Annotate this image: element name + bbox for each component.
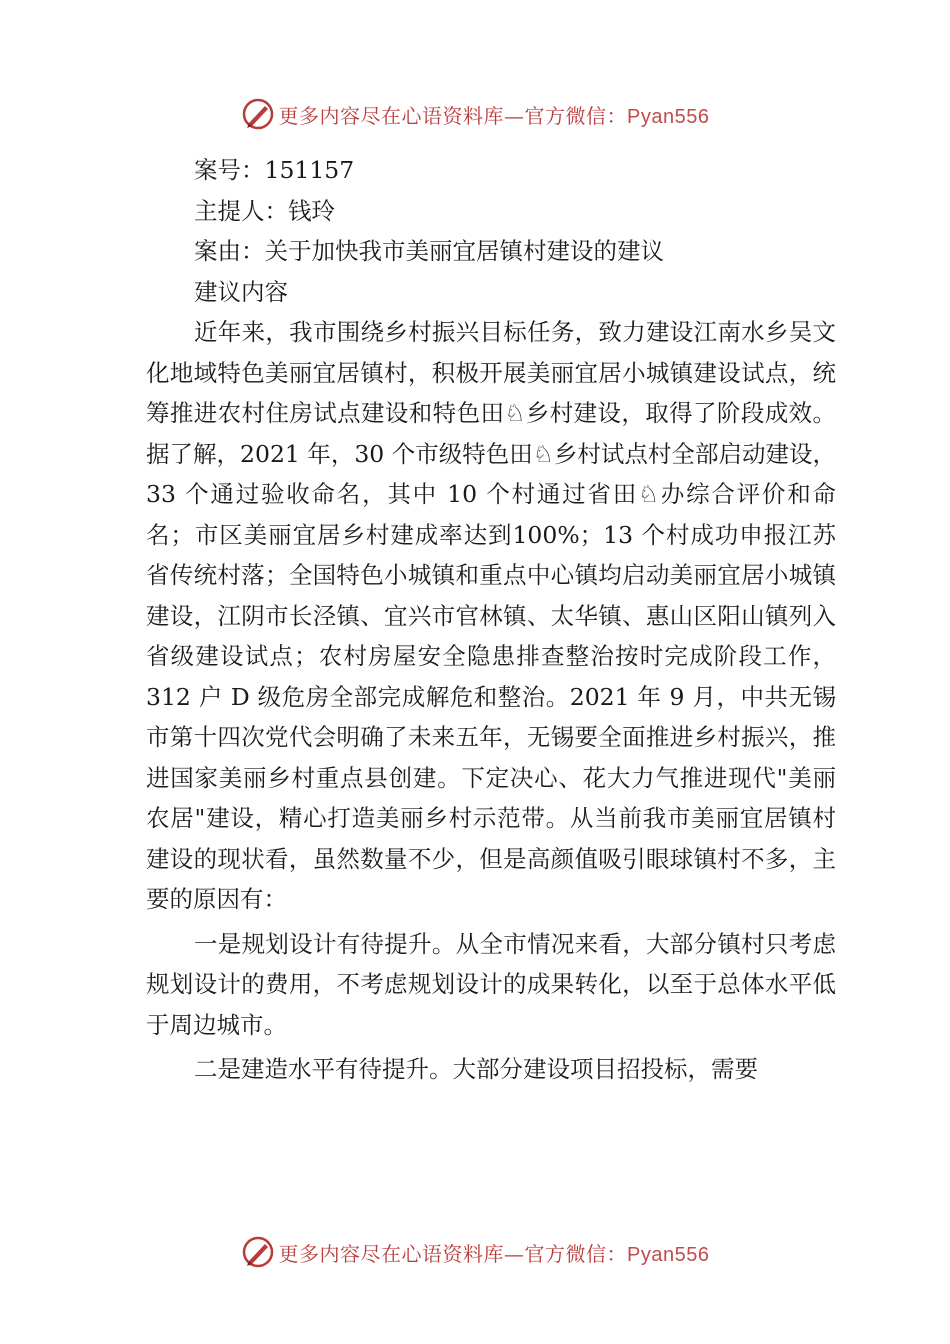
paragraph-point-2: 二是建造水平有待提升。大部分建设项目招投标，需要 [194, 1055, 758, 1083]
header-watermark [0, 94, 950, 134]
case-number: 案号：151157 [194, 156, 355, 184]
paragraph-point-1: 一是规划设计有待提升。从全市情况来看，大部分镇村只考虑规划设计的费用，不考虑规划设计的成果转化，以至于总体水平低于周边城市。 [146, 929, 836, 1039]
document-body [146, 150, 836, 1090]
watermark-text: 更多内容尽在心语资料库—官方微信：Pyan556 [278, 103, 710, 128]
footer-watermark [0, 1232, 950, 1272]
pen-logo-icon [241, 1235, 275, 1269]
watermark-text: 更多内容尽在心语资料库—官方微信：Pyan556 [278, 1241, 710, 1266]
section-title: 建议内容 [194, 277, 288, 306]
pen-logo-icon [241, 97, 275, 131]
paragraph-intro: 近年来，我市围绕乡村振兴目标任务，致力建设江南水乡吴文化地域特色美丽宜居镇村，积极开展美丽宜居小城镇建设试点，统筹推进农村住房试点建设和特色田♘乡村建设，取得了阶段成效。据了解，2021 年，30 个市级特色田♘乡村试点村全部启动建设，33 个通过验收命名，其中 10 个村通过省田♘办综合评价和命名；市区美丽宜居乡村建成率达到100%；13 个村成功申报江苏省传统村落；全国特色小城镇和重点中心镇均启动美丽宜居小城镇建设，江阴市长泾镇、宜兴市官林镇、太华镇、惠山区阳山镇列入省级建设试点；农村房屋安全隐患排查整治按时完成阶段工作，312 户 D 级危房全部完成解危和整治。2021 年 9 月，中共无锡市第十四次党代会明确了未来五年，无锡要全面推进乡村振兴，推进国家美丽乡村重点县创建。下定决心、花大力气推进现代"美丽农居"建设，精心打造美丽乡村示范带。从当前我市美丽宜居镇村建设的现状看，虽然数量不少，但是高颜值吸引眼球镇村不多，主要的原因有： [146, 318, 836, 913]
proposer: 主提人：钱玲 [194, 196, 335, 225]
case-subject: 案由：关于加快我市美丽宜居镇村建设的建议 [194, 237, 664, 265]
